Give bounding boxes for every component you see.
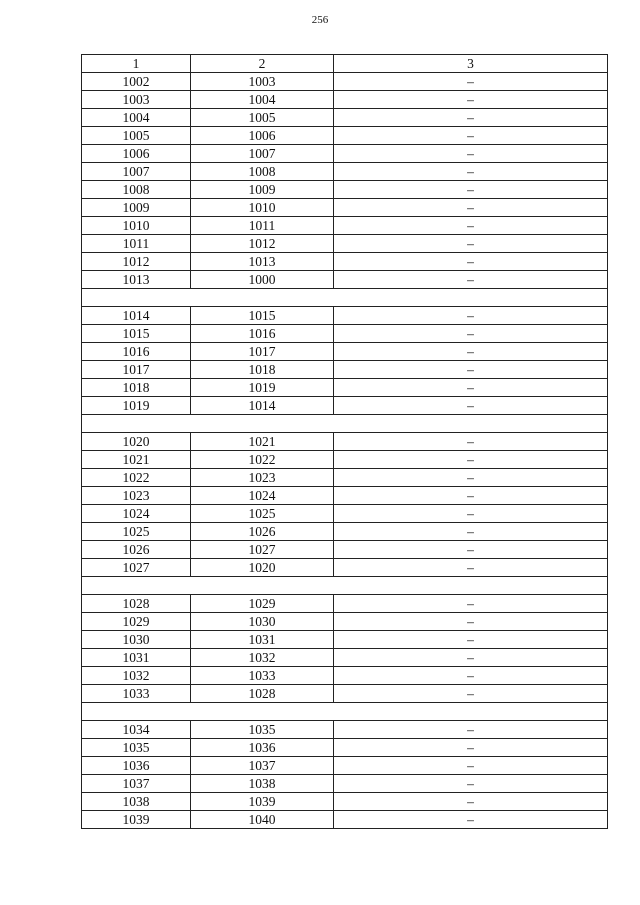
cell-col-3: –: [334, 685, 608, 703]
cell-col-1: 1025: [82, 523, 191, 541]
cell-col-3: –: [334, 181, 608, 199]
cell-col-1: 1010: [82, 217, 191, 235]
cell-col-1: 1038: [82, 793, 191, 811]
cell-col-2: 1023: [191, 469, 334, 487]
table-row: [82, 235, 608, 253]
cell-col-1: 1016: [82, 343, 191, 361]
cell-col-3: –: [334, 379, 608, 397]
cell-col-2: 1033: [191, 667, 334, 685]
cell-col-3: –: [334, 325, 608, 343]
cell-col-3: –: [334, 811, 608, 829]
cell-col-3: –: [334, 559, 608, 577]
table-row: [82, 595, 608, 613]
table-row: [82, 343, 608, 361]
table-row: [82, 541, 608, 559]
group-separator-row: [82, 289, 608, 307]
cell-col-2: 1017: [191, 343, 334, 361]
table-row: [82, 739, 608, 757]
cell-col-1: 1012: [82, 253, 191, 271]
table-row: [82, 127, 608, 145]
cell-col-2: 1003: [191, 73, 334, 91]
cell-col-1: 1037: [82, 775, 191, 793]
cell-col-3: –: [334, 91, 608, 109]
cell-col-2: 1026: [191, 523, 334, 541]
cell-col-3: –: [334, 541, 608, 559]
cell-col-1: 1029: [82, 613, 191, 631]
cell-col-3: –: [334, 433, 608, 451]
table-row: [82, 307, 608, 325]
cell-col-3: –: [334, 613, 608, 631]
table-row: [82, 559, 608, 577]
table-row: [82, 757, 608, 775]
cell-col-2: 1005: [191, 109, 334, 127]
cell-col-1: 1004: [82, 109, 191, 127]
cell-col-2: 1009: [191, 181, 334, 199]
cell-col-3: –: [334, 109, 608, 127]
table-row: [82, 649, 608, 667]
cell-col-3: –: [334, 343, 608, 361]
cell-col-2: 1012: [191, 235, 334, 253]
cell-col-1: 1036: [82, 757, 191, 775]
cell-col-3: –: [334, 793, 608, 811]
cell-col-2: 1021: [191, 433, 334, 451]
cell-col-1: 1017: [82, 361, 191, 379]
cell-col-3: –: [334, 721, 608, 739]
table-row: [82, 685, 608, 703]
table-row: [82, 811, 608, 829]
cell-col-3: –: [334, 739, 608, 757]
cell-col-1: 1028: [82, 595, 191, 613]
cell-col-2: 1006: [191, 127, 334, 145]
group-separator-row: [82, 577, 608, 595]
cell-col-1: 1003: [82, 91, 191, 109]
table-row: [82, 199, 608, 217]
cell-col-2: 1040: [191, 811, 334, 829]
table-row: [82, 775, 608, 793]
cell-col-3: –: [334, 163, 608, 181]
cell-col-3: –: [334, 451, 608, 469]
table-row: [82, 505, 608, 523]
cell-col-2: 1010: [191, 199, 334, 217]
cell-col-1: 1011: [82, 235, 191, 253]
cell-col-1: 1034: [82, 721, 191, 739]
cell-col-3: –: [334, 523, 608, 541]
cell-col-3: –: [334, 775, 608, 793]
table-header: [82, 55, 608, 73]
table-row: [82, 91, 608, 109]
cell-col-1: 1033: [82, 685, 191, 703]
cell-col-3: –: [334, 757, 608, 775]
cell-col-2: 1000: [191, 271, 334, 289]
table-row: [82, 433, 608, 451]
cell-col-1: 1020: [82, 433, 191, 451]
table-row: [82, 217, 608, 235]
table-row: [82, 253, 608, 271]
cell-col-3: –: [334, 145, 608, 163]
cell-col-3: –: [334, 667, 608, 685]
cell-col-2: 1030: [191, 613, 334, 631]
cell-col-2: 1029: [191, 595, 334, 613]
cell-col-1: 1022: [82, 469, 191, 487]
separator-cell: [82, 289, 608, 307]
cell-col-2: 1032: [191, 649, 334, 667]
cell-col-1: 1023: [82, 487, 191, 505]
cell-col-1: 1030: [82, 631, 191, 649]
cell-col-3: –: [334, 127, 608, 145]
cell-col-1: 1019: [82, 397, 191, 415]
cell-col-3: –: [334, 595, 608, 613]
cell-col-1: 1031: [82, 649, 191, 667]
cell-col-1: 1008: [82, 181, 191, 199]
table-row: [82, 613, 608, 631]
cell-col-3: –: [334, 487, 608, 505]
table-row: [82, 109, 608, 127]
cell-col-2: 1036: [191, 739, 334, 757]
cell-col-2: 1008: [191, 163, 334, 181]
cell-col-1: 1035: [82, 739, 191, 757]
table-row: [82, 271, 608, 289]
column-header-2: 2: [191, 55, 334, 73]
column-header-1: 1: [82, 55, 191, 73]
cell-col-3: –: [334, 631, 608, 649]
table-row: [82, 145, 608, 163]
cell-col-2: 1038: [191, 775, 334, 793]
cell-col-2: 1020: [191, 559, 334, 577]
separator-cell: [82, 703, 608, 721]
table-row: [82, 163, 608, 181]
cell-col-3: –: [334, 307, 608, 325]
cell-col-2: 1024: [191, 487, 334, 505]
separator-cell: [82, 577, 608, 595]
cell-col-1: 1007: [82, 163, 191, 181]
cell-col-1: 1013: [82, 271, 191, 289]
page-number: 256: [311, 14, 329, 26]
cell-col-2: 1016: [191, 325, 334, 343]
table-row: [82, 361, 608, 379]
cell-col-2: 1035: [191, 721, 334, 739]
cell-col-2: 1028: [191, 685, 334, 703]
table-row: [82, 379, 608, 397]
cell-col-2: 1037: [191, 757, 334, 775]
table-row: [82, 721, 608, 739]
group-separator-row: [82, 703, 608, 721]
cell-col-2: 1039: [191, 793, 334, 811]
cell-col-1: 1015: [82, 325, 191, 343]
cell-col-1: 1039: [82, 811, 191, 829]
cell-col-3: –: [334, 397, 608, 415]
cell-col-1: 1002: [82, 73, 191, 91]
cell-col-2: 1025: [191, 505, 334, 523]
cell-col-2: 1004: [191, 91, 334, 109]
cell-col-1: 1009: [82, 199, 191, 217]
cell-col-3: –: [334, 469, 608, 487]
data-table: [81, 54, 608, 829]
separator-cell: [82, 415, 608, 433]
table-row: [82, 469, 608, 487]
cell-col-1: 1005: [82, 127, 191, 145]
cell-col-1: 1021: [82, 451, 191, 469]
cell-col-1: 1006: [82, 145, 191, 163]
cell-col-1: 1024: [82, 505, 191, 523]
header-row: [82, 55, 608, 73]
cell-col-1: 1026: [82, 541, 191, 559]
cell-col-1: 1014: [82, 307, 191, 325]
table-row: [82, 451, 608, 469]
column-header-3: 3: [334, 55, 608, 73]
cell-col-2: 1031: [191, 631, 334, 649]
table-row: [82, 181, 608, 199]
cell-col-2: 1014: [191, 397, 334, 415]
table-row: [82, 793, 608, 811]
cell-col-2: 1011: [191, 217, 334, 235]
cell-col-3: –: [334, 217, 608, 235]
group-separator-row: [82, 415, 608, 433]
cell-col-3: –: [334, 505, 608, 523]
table-row: [82, 325, 608, 343]
cell-col-2: 1027: [191, 541, 334, 559]
table-row: [82, 397, 608, 415]
cell-col-2: 1018: [191, 361, 334, 379]
cell-col-1: 1027: [82, 559, 191, 577]
cell-col-3: –: [334, 253, 608, 271]
cell-col-2: 1015: [191, 307, 334, 325]
cell-col-3: –: [334, 235, 608, 253]
cell-col-3: –: [334, 361, 608, 379]
cell-col-1: 1032: [82, 667, 191, 685]
cell-col-3: –: [334, 73, 608, 91]
cell-col-3: –: [334, 649, 608, 667]
table-row: [82, 73, 608, 91]
table-row: [82, 487, 608, 505]
cell-col-2: 1022: [191, 451, 334, 469]
table-row: [82, 631, 608, 649]
cell-col-2: 1019: [191, 379, 334, 397]
table-row: [82, 667, 608, 685]
cell-col-3: –: [334, 271, 608, 289]
table-row: [82, 523, 608, 541]
cell-col-3: –: [334, 199, 608, 217]
cell-col-1: 1018: [82, 379, 191, 397]
cell-col-2: 1007: [191, 145, 334, 163]
table-body: [82, 73, 608, 829]
cell-col-2: 1013: [191, 253, 334, 271]
